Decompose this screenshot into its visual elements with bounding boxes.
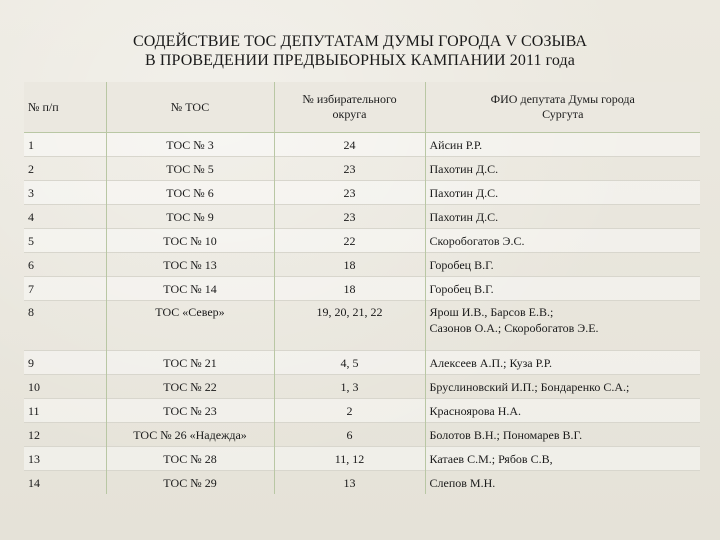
cell-tos: ТОС № 13 — [106, 253, 274, 277]
cell-deputy-line-1: Ярош И.В., Барсов Е.В.; — [429, 305, 554, 319]
cell-district: 6 — [274, 423, 425, 447]
cell-num: 5 — [24, 229, 106, 253]
cell-tos: ТОС № 22 — [106, 375, 274, 399]
cell-num: 8 — [24, 301, 106, 351]
cell-deputy: Катаев С.М.; Рябов С.В, — [425, 447, 700, 471]
cell-tos: ТОС «Север» — [106, 301, 274, 351]
title-line-1: СОДЕЙСТВИЕ ТОС ДЕПУТАТАМ ДУМЫ ГОРОДА V СОЗЫВА — [132, 33, 588, 50]
title-line-2: В ПРОВЕДЕНИИ ПРЕДВЫБОРНЫХ КАМПАНИИ 2011 года — [144, 52, 575, 69]
table-row — [24, 471, 700, 495]
header-tos: № ТОС — [106, 82, 274, 133]
cell-district: 11, 12 — [274, 447, 425, 471]
header-deputy — [425, 82, 700, 133]
cell-tos: ТОС № 29 — [106, 471, 274, 495]
cell-district: 19, 20, 21, 22 — [274, 301, 425, 351]
cell-num: 11 — [24, 399, 106, 423]
cell-tos: ТОС № 21 — [106, 351, 274, 375]
cell-district: 18 — [274, 253, 425, 277]
page-title — [0, 32, 720, 70]
table-row — [24, 351, 700, 375]
header-num: № п/п — [24, 82, 106, 133]
table-row — [24, 157, 700, 181]
cell-tos: ТОС № 26 «Надежда» — [106, 423, 274, 447]
cell-district: 4, 5 — [274, 351, 425, 375]
cell-deputy: Алексеев А.П.; Куза Р.Р. — [425, 351, 700, 375]
cell-deputy: Бруслиновский И.П.; Бондаренко С.А.; — [425, 375, 700, 399]
cell-deputy: Горобец В.Г. — [425, 277, 700, 301]
cell-tos: ТОС № 10 — [106, 229, 274, 253]
cell-deputy: Красноярова Н.А. — [425, 399, 700, 423]
cell-deputy — [425, 301, 700, 351]
cell-tos: ТОС № 28 — [106, 447, 274, 471]
cell-deputy: Пахотин Д.С. — [425, 205, 700, 229]
cell-district: 1, 3 — [274, 375, 425, 399]
table-row — [24, 253, 700, 277]
cell-deputy: Пахотин Д.С. — [425, 181, 700, 205]
cell-num: 2 — [24, 157, 106, 181]
cell-deputy-line-2: Сазонов О.А.; Скоробогатов Э.Е. — [429, 321, 599, 335]
cell-num: 14 — [24, 471, 106, 495]
tos-deputies-table — [24, 82, 700, 494]
cell-deputy: Пахотин Д.С. — [425, 157, 700, 181]
cell-district: 22 — [274, 229, 425, 253]
header-district-text: № избирательного округа — [302, 92, 397, 121]
cell-district: 23 — [274, 181, 425, 205]
header-district — [274, 82, 425, 133]
header-deputy-text: ФИО депутата Думы города Сургута — [490, 92, 635, 121]
cell-num: 7 — [24, 277, 106, 301]
table-row — [24, 205, 700, 229]
cell-tos: ТОС № 3 — [106, 133, 274, 157]
cell-deputy: Айсин Р.Р. — [425, 133, 700, 157]
cell-tos: ТОС № 9 — [106, 205, 274, 229]
cell-district: 18 — [274, 277, 425, 301]
cell-deputy: Слепов М.Н. — [425, 471, 700, 495]
cell-tos: ТОС № 23 — [106, 399, 274, 423]
table-row — [24, 447, 700, 471]
table-row — [24, 399, 700, 423]
table-header-row — [24, 82, 700, 133]
cell-num: 6 — [24, 253, 106, 277]
cell-district: 23 — [274, 157, 425, 181]
table-row — [24, 375, 700, 399]
cell-num: 10 — [24, 375, 106, 399]
cell-tos: ТОС № 14 — [106, 277, 274, 301]
table-row — [24, 133, 700, 157]
cell-tos: ТОС № 5 — [106, 157, 274, 181]
cell-deputy: Горобец В.Г. — [425, 253, 700, 277]
cell-num: 4 — [24, 205, 106, 229]
cell-district: 13 — [274, 471, 425, 495]
cell-num: 12 — [24, 423, 106, 447]
cell-deputy: Скоробогатов Э.С. — [425, 229, 700, 253]
cell-num: 3 — [24, 181, 106, 205]
table-row — [24, 229, 700, 253]
cell-num: 13 — [24, 447, 106, 471]
table-row — [24, 181, 700, 205]
table-row — [24, 423, 700, 447]
cell-district: 2 — [274, 399, 425, 423]
cell-deputy: Болотов В.Н.; Пономарев В.Г. — [425, 423, 700, 447]
cell-district: 23 — [274, 205, 425, 229]
cell-district: 24 — [274, 133, 425, 157]
table-row — [24, 277, 700, 301]
table-row — [24, 301, 700, 351]
cell-tos: ТОС № 6 — [106, 181, 274, 205]
cell-num: 1 — [24, 133, 106, 157]
cell-num: 9 — [24, 351, 106, 375]
